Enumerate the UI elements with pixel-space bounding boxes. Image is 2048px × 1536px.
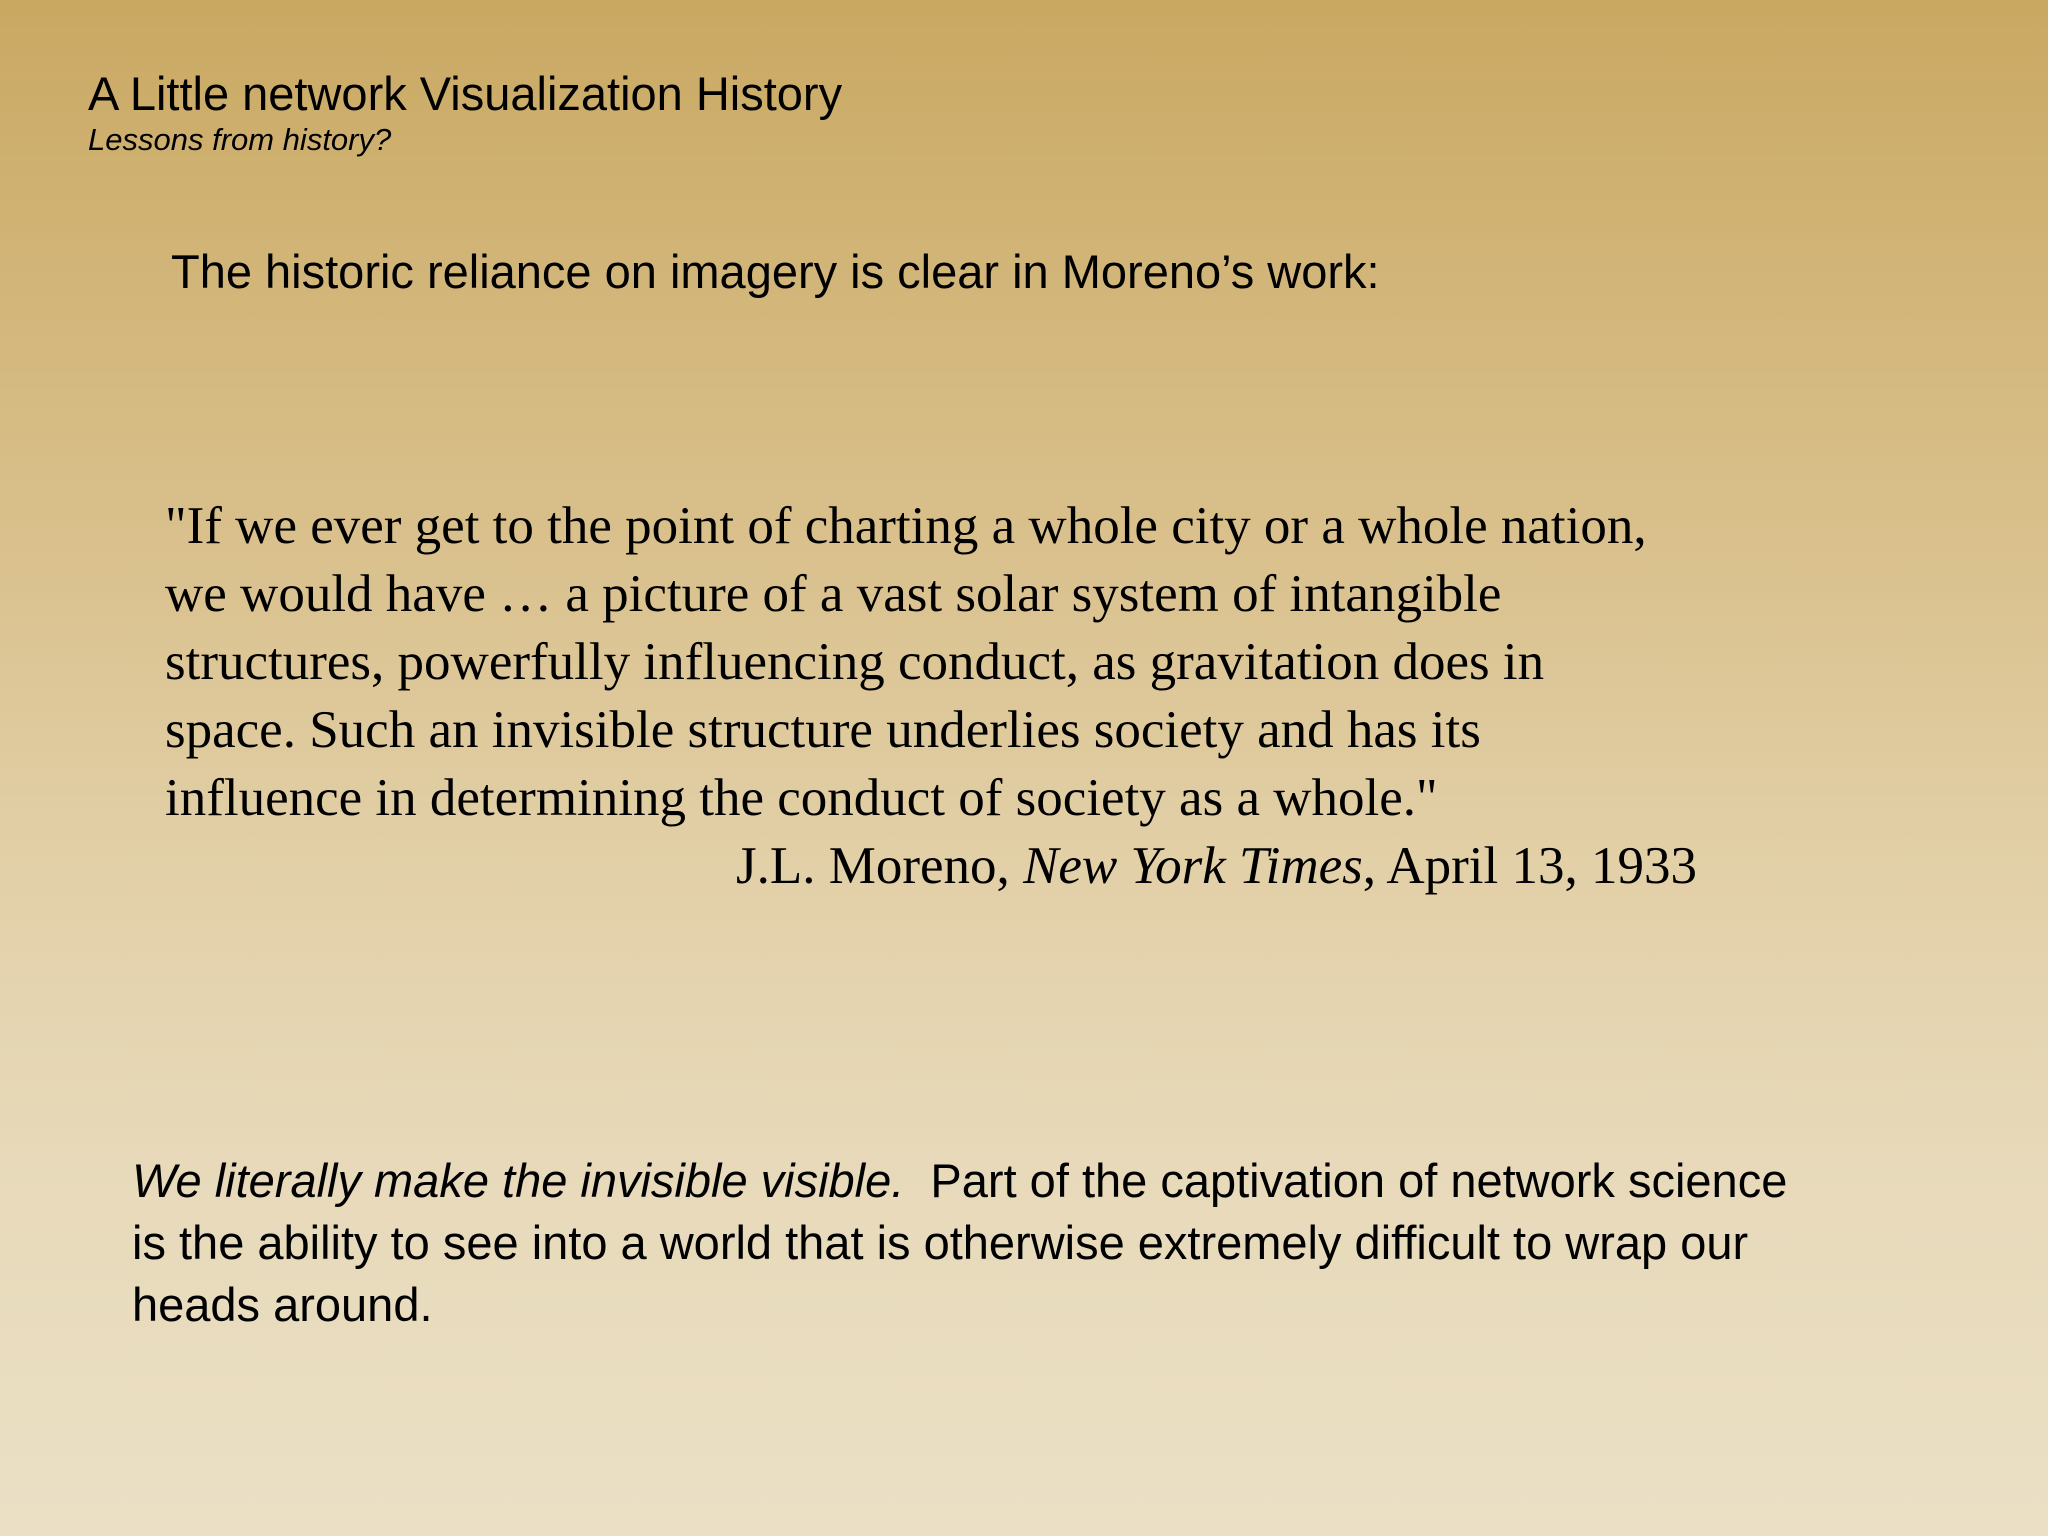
- quote-line: structures, powerfully influencing conduct, as gravitation does in: [165, 633, 1545, 691]
- slide-title: A Little network Visualization History: [88, 67, 843, 120]
- moreno-quote: [165, 492, 1785, 832]
- attribution-date: , April 13, 1933: [1362, 837, 1697, 895]
- closing-line: [132, 1150, 2012, 1212]
- closing-line1-rest: Part of the captivation of network science: [904, 1154, 1788, 1207]
- attribution-author: J.L. Moreno,: [736, 837, 1024, 895]
- slide-subtitle: Lessons from history?: [88, 122, 392, 157]
- quote-line: we would have … a picture of a vast solar system of intangible: [165, 565, 1502, 623]
- closing-line: is the ability to see into a world that is otherwise extremely difficult to wrap our: [132, 1216, 1749, 1269]
- quote-line: space. Such an invisible structure underlies society and has its: [165, 701, 1481, 759]
- attribution-publication: New York Times: [1023, 837, 1363, 895]
- closing-paragraph: [132, 1150, 2012, 1336]
- quote-line: "If we ever get to the point of charting a whole city or a whole nation,: [165, 497, 1647, 555]
- closing-emphasis: We literally make the invisible visible.: [132, 1154, 905, 1207]
- quote-attribution: [736, 832, 1697, 900]
- closing-line: heads around.: [132, 1278, 433, 1331]
- intro-text: The historic reliance on imagery is clear in Moreno’s work:: [171, 245, 1380, 298]
- quote-line: influence in determining the conduct of society as a whole.": [165, 769, 1438, 827]
